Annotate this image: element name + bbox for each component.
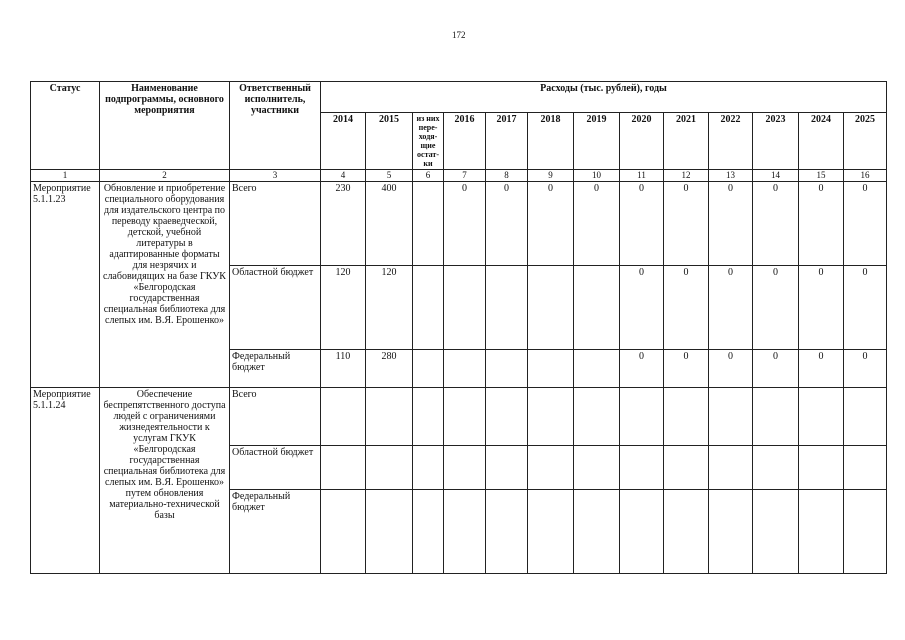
amount-cell — [413, 388, 444, 446]
amount-cell — [664, 388, 709, 446]
column-number: 9 — [528, 170, 574, 182]
column-number: 4 — [321, 170, 366, 182]
amount-cell — [528, 350, 574, 388]
amount-cell — [528, 490, 574, 574]
amount-cell: 0 — [709, 266, 753, 350]
column-number: 6 — [413, 170, 444, 182]
amount-cell — [620, 446, 664, 490]
amount-cell: 120 — [366, 266, 413, 350]
amount-cell: 0 — [444, 182, 486, 266]
participant: Всего — [230, 182, 321, 266]
amount-cell — [413, 490, 444, 574]
column-number: 10 — [574, 170, 620, 182]
amount-cell — [528, 266, 574, 350]
activity-status: Мероприятие 5.1.1.23 — [31, 182, 100, 388]
amount-cell: 400 — [366, 182, 413, 266]
amount-cell: 0 — [844, 350, 887, 388]
column-number: 3 — [230, 170, 321, 182]
column-number: 1 — [31, 170, 100, 182]
column-number: 13 — [709, 170, 753, 182]
header-name: Наименование подпрограммы, основного мероприятия — [100, 82, 230, 170]
column-number: 16 — [844, 170, 887, 182]
amount-cell — [844, 388, 887, 446]
header-year: 2018 — [528, 113, 574, 170]
amount-cell — [799, 490, 844, 574]
amount-cell: 0 — [709, 350, 753, 388]
column-number: 2 — [100, 170, 230, 182]
column-number: 11 — [620, 170, 664, 182]
amount-cell — [486, 350, 528, 388]
header-carryover: из них пере- ходя- щие остат- ки — [413, 113, 444, 170]
column-number: 7 — [444, 170, 486, 182]
amount-cell — [753, 446, 799, 490]
column-number-row — [31, 170, 887, 182]
amount-cell — [413, 350, 444, 388]
activity-status: Мероприятие 5.1.1.24 — [31, 388, 100, 574]
amount-cell — [486, 490, 528, 574]
activity-name: Обновление и приобретение специального оборудования для издательского центра по переводу краеведческой, детской, учебной литературы в адаптированные форматы для незрячих и слабовидящих на базе ГКУК «Белгородская государственная специальная библиотека для слепых им. В.Я. Ерошенко» — [100, 182, 230, 388]
header-status: Статус — [31, 82, 100, 170]
header-year: 2017 — [486, 113, 528, 170]
amount-cell: 0 — [620, 266, 664, 350]
amount-cell — [709, 446, 753, 490]
amount-cell: 0 — [753, 266, 799, 350]
amount-cell — [413, 446, 444, 490]
amount-cell — [444, 388, 486, 446]
amount-cell — [444, 446, 486, 490]
participant: Всего — [230, 388, 321, 446]
amount-cell — [413, 182, 444, 266]
header-expenses: Расходы (тыс. рублей), годы — [321, 82, 887, 113]
amount-cell: 0 — [844, 266, 887, 350]
amount-cell — [413, 266, 444, 350]
amount-cell: 0 — [664, 266, 709, 350]
amount-cell — [709, 388, 753, 446]
column-number: 8 — [486, 170, 528, 182]
header-year: 2021 — [664, 113, 709, 170]
amount-cell: 0 — [620, 350, 664, 388]
amount-cell — [620, 388, 664, 446]
header-year: 2022 — [709, 113, 753, 170]
participant: Федеральный бюджет — [230, 350, 321, 388]
activity-name: Обеспечение беспрепятственного доступа людей с ограничениями жизнедеятельности к услугам ГКУК «Белгородская государственная специальная библиотека для слепых им. В.Я. Ерошенко» путем обновления материально-технической базы — [100, 388, 230, 574]
table-row — [31, 182, 887, 266]
amount-cell — [366, 446, 413, 490]
amount-cell: 0 — [528, 182, 574, 266]
amount-cell — [528, 388, 574, 446]
column-number: 14 — [753, 170, 799, 182]
participant: Областной бюджет — [230, 266, 321, 350]
amount-cell — [366, 388, 413, 446]
expenses-table — [30, 81, 887, 574]
amount-cell: 0 — [753, 182, 799, 266]
amount-cell — [574, 266, 620, 350]
amount-cell: 0 — [799, 266, 844, 350]
amount-cell — [844, 446, 887, 490]
page-number: 172 — [452, 30, 466, 40]
amount-cell — [366, 490, 413, 574]
participant: Федеральный бюджет — [230, 490, 321, 574]
amount-cell — [528, 446, 574, 490]
amount-cell — [799, 388, 844, 446]
amount-cell — [620, 490, 664, 574]
amount-cell — [574, 350, 620, 388]
column-number: 12 — [664, 170, 709, 182]
header-year: 2019 — [574, 113, 620, 170]
amount-cell: 110 — [321, 350, 366, 388]
amount-cell: 0 — [664, 182, 709, 266]
amount-cell: 0 — [664, 350, 709, 388]
amount-cell — [574, 388, 620, 446]
amount-cell: 120 — [321, 266, 366, 350]
amount-cell — [574, 446, 620, 490]
amount-cell — [444, 490, 486, 574]
header-year: 2020 — [620, 113, 664, 170]
amount-cell: 0 — [799, 182, 844, 266]
column-number: 5 — [366, 170, 413, 182]
amount-cell: 0 — [486, 182, 528, 266]
amount-cell: 0 — [709, 182, 753, 266]
amount-cell: 0 — [753, 350, 799, 388]
amount-cell — [486, 266, 528, 350]
amount-cell — [574, 490, 620, 574]
amount-cell — [321, 490, 366, 574]
amount-cell — [444, 266, 486, 350]
amount-cell — [486, 388, 528, 446]
amount-cell: 0 — [620, 182, 664, 266]
amount-cell — [664, 446, 709, 490]
amount-cell: 0 — [574, 182, 620, 266]
amount-cell — [753, 490, 799, 574]
amount-cell: 0 — [844, 182, 887, 266]
header-year: 2014 — [321, 113, 366, 170]
amount-cell — [444, 350, 486, 388]
column-number: 15 — [799, 170, 844, 182]
header-year: 2025 — [844, 113, 887, 170]
amount-cell — [321, 388, 366, 446]
amount-cell — [709, 490, 753, 574]
amount-cell: 280 — [366, 350, 413, 388]
amount-cell: 230 — [321, 182, 366, 266]
header-year: 2016 — [444, 113, 486, 170]
header-year: 2024 — [799, 113, 844, 170]
participant: Областной бюджет — [230, 446, 321, 490]
table-row — [31, 388, 887, 446]
amount-cell — [844, 490, 887, 574]
amount-cell: 0 — [799, 350, 844, 388]
amount-cell — [321, 446, 366, 490]
header-year: 2023 — [753, 113, 799, 170]
amount-cell — [486, 446, 528, 490]
amount-cell — [799, 446, 844, 490]
amount-cell — [753, 388, 799, 446]
header-year: 2015 — [366, 113, 413, 170]
amount-cell — [664, 490, 709, 574]
header-responsible: Ответственный исполнитель, участники — [230, 82, 321, 170]
